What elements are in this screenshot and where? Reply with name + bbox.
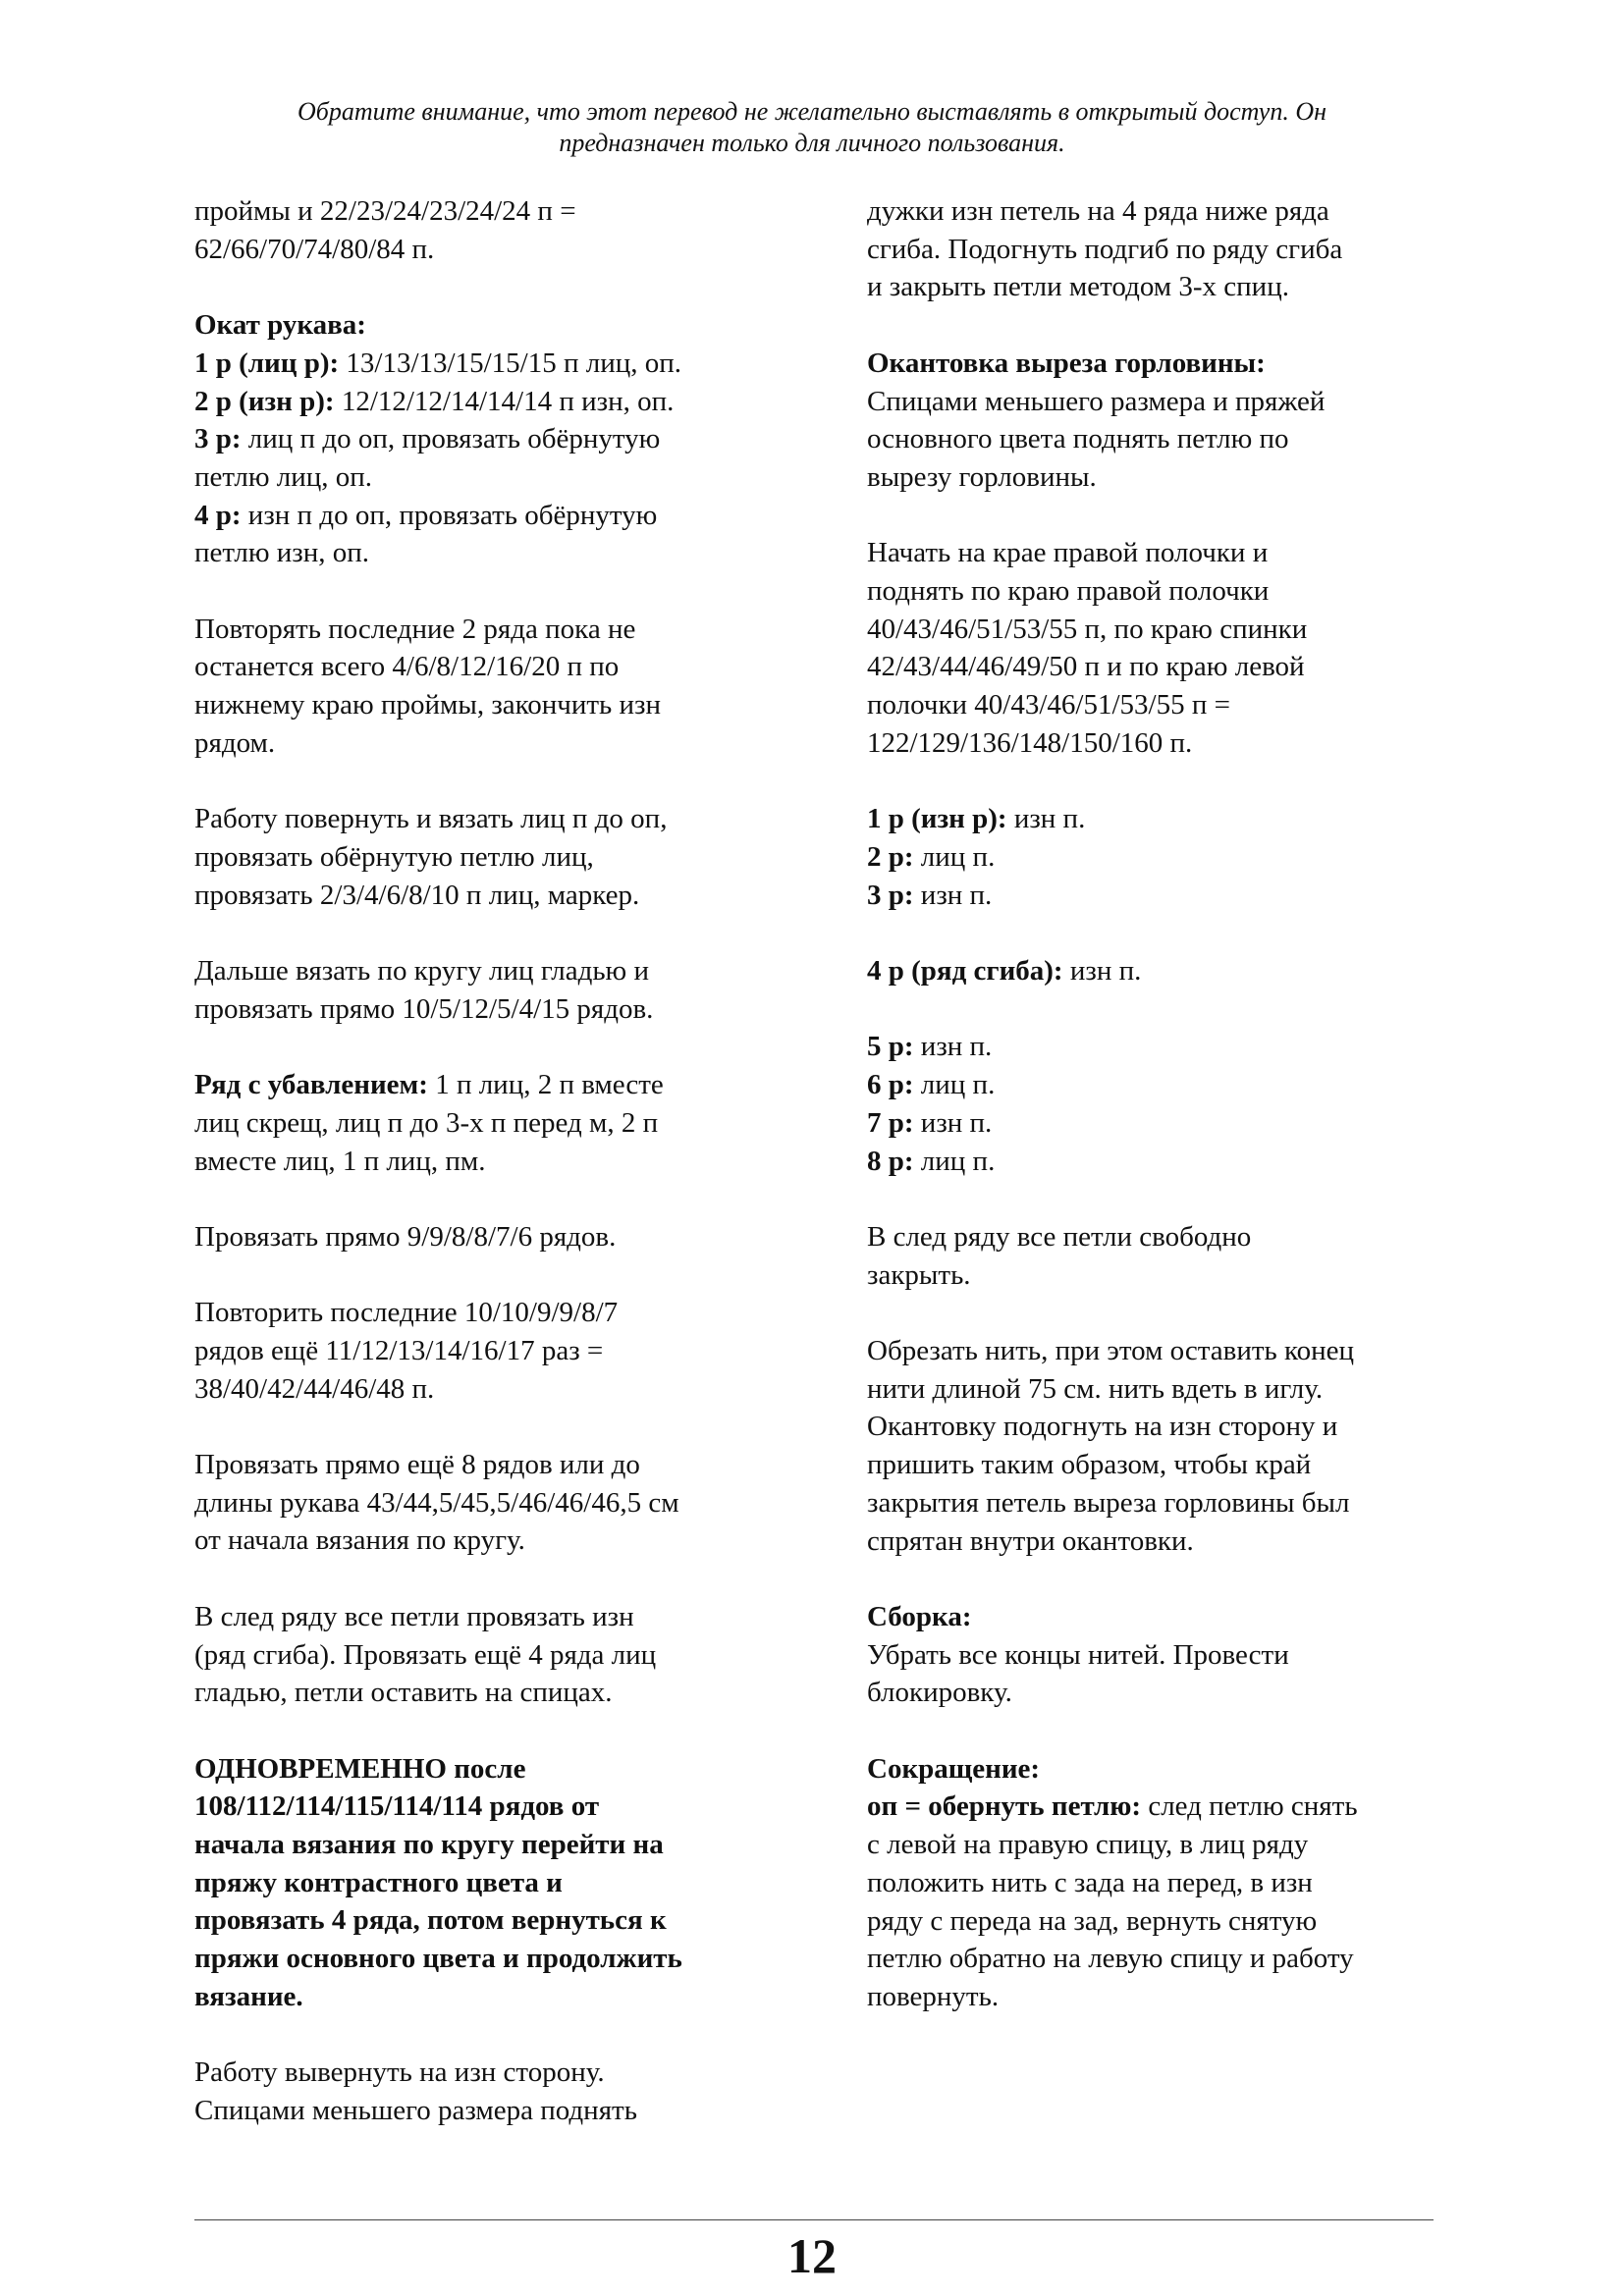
text-line: блокировку. — [867, 1677, 1012, 1709]
fold-row-paragraph — [194, 1598, 784, 1712]
turn-work-paragraph — [194, 800, 784, 914]
text-line: рядов ещё 11/12/13/14/16/17 раз = — [194, 1334, 604, 1366]
text-line: проймы и 22/23/24/23/24/24 п = — [194, 195, 576, 227]
abbreviation-line — [867, 1788, 1456, 1826]
text-line: провязать 2/3/4/6/8/10 п лиц, маркер. — [194, 879, 640, 911]
text-line: провязать 4 ряда, потом вернуться к — [194, 1904, 667, 1937]
sleeve-cap-section — [194, 306, 784, 572]
row-text: 13/13/13/15/15/15 п лиц, оп. — [339, 347, 682, 379]
rows-5-8 — [867, 1028, 1456, 1180]
assembly-section — [867, 1598, 1456, 1712]
text-line: 42/43/44/46/49/50 п и по краю левой — [867, 651, 1305, 683]
text-line: 62/66/70/74/80/84 п. — [194, 233, 435, 265]
footer-divider — [194, 2219, 1434, 2220]
text-line: пряжи основного цвета и продолжить — [194, 1943, 682, 1975]
abbreviations-section — [867, 1750, 1456, 2016]
text-line: сгиба. Подогнуть подгиб по ряду сгиба — [867, 233, 1343, 265]
start-edge-paragraph — [867, 534, 1456, 762]
row-text: лиц п до оп, провязать обёрнутую — [241, 423, 661, 455]
decrease-row-paragraph — [194, 1066, 784, 1180]
row-label: 6 р: — [867, 1069, 914, 1101]
row-4 — [194, 497, 784, 535]
text-line: поднять по краю правой полочки — [867, 575, 1270, 607]
text-line: лиц скрещ, лиц п до 3-х п перед м, 2 п — [194, 1106, 659, 1139]
text-line: 122/129/136/148/150/160 п. — [867, 726, 1193, 759]
text-line: 108/112/114/115/114/114 рядов от — [194, 1790, 600, 1823]
row-text: изн п до оп, провязать обёрнутую — [241, 499, 658, 531]
row-2 — [194, 383, 784, 421]
row-text: 1 п лиц, 2 п вместе — [427, 1069, 664, 1101]
loops-continue-paragraph — [867, 192, 1456, 306]
text-line: Провязать прямо 9/9/8/8/7/6 рядов. — [194, 1220, 617, 1253]
text-line: Повторить последние 10/10/9/9/8/7 — [194, 1297, 619, 1329]
text-line: закрытия петель выреза горловины был — [867, 1486, 1350, 1519]
row-4 — [867, 952, 1456, 990]
text-line: Повторять последние 2 ряда пока не — [194, 613, 636, 645]
row-label: 5 р: — [867, 1031, 914, 1063]
row-label: 3 р: — [194, 423, 242, 455]
turn-inside-paragraph — [194, 2054, 784, 2129]
text-line: вязание. — [194, 1980, 303, 2012]
neck-edging-section — [867, 345, 1456, 497]
rows-1-3 — [867, 800, 1456, 914]
row-text: 12/12/12/14/14/14 п изн, оп. — [334, 385, 675, 417]
text-line: Обрезать нить, при этом оставить конец — [867, 1334, 1355, 1366]
text-line: гладью, петли оставить на спицах. — [194, 1677, 613, 1709]
text-line: 40/43/46/51/53/55 п, по краю спинки — [867, 613, 1308, 645]
row-label: Ряд с убавлением: — [194, 1069, 428, 1101]
text-line: и закрыть петли методом 3-х спиц. — [867, 271, 1289, 303]
text-line: провязать прямо 10/5/12/5/4/15 рядов. — [194, 992, 654, 1025]
text-line: длины рукава 43/44,5/45,5/46/46/46,5 см — [194, 1486, 679, 1519]
simultaneously-paragraph — [194, 1750, 784, 2016]
row-label: 2 р (изн р): — [194, 385, 335, 417]
row-1 — [867, 800, 1456, 838]
text-line: нити длиной 75 см. нить вдеть в иглу. — [867, 1372, 1324, 1405]
text-line: останется всего 4/6/8/12/16/20 п по — [194, 651, 620, 683]
row-label: 4 р: — [194, 499, 242, 531]
text-line: Провязать прямо ещё 8 рядов или до — [194, 1449, 640, 1481]
text-line: с левой на правую спицу, в лиц ряду — [867, 1829, 1309, 1861]
text-line: вырезу горловины. — [867, 460, 1097, 493]
text-line: провязать обёрнутую петлю лиц, — [194, 840, 594, 873]
straight-rows-paragraph — [194, 1218, 784, 1256]
text-line: Работу вывернуть на изн сторону. — [194, 2056, 605, 2089]
bind-off-paragraph — [867, 1218, 1456, 1294]
repeat-last-paragraph — [194, 1294, 784, 1408]
text-line: В след ряду все петли свободно — [867, 1220, 1252, 1253]
row-text: изн п. — [1006, 803, 1086, 835]
text-line: Спицами меньшего размера поднять — [194, 2094, 637, 2126]
left-column — [194, 192, 784, 2130]
page-number: 12 — [787, 2228, 837, 2283]
text-line: петлю лиц, оп. — [194, 460, 373, 493]
text-line: от начала вязания по кругу. — [194, 1524, 525, 1557]
row-label: 1 р (изн р): — [867, 803, 1007, 835]
text-line: Убрать все концы нитей. Провести — [867, 1638, 1289, 1671]
header-notice — [196, 96, 1428, 159]
intro-paragraph — [194, 192, 784, 268]
row-8 — [867, 1143, 1456, 1181]
text-line: пряжу контрастного цвета и — [194, 1866, 563, 1898]
row-text: изн п. — [913, 879, 993, 911]
row-text: лиц п. — [913, 1145, 996, 1177]
in-round-paragraph — [194, 952, 784, 1028]
row-label: 3 р: — [867, 879, 914, 911]
text-line: полочки 40/43/46/51/53/55 п = — [867, 689, 1230, 721]
repeat-rows-paragraph — [194, 611, 784, 763]
sleeve-cap-title: Окат рукава: — [194, 309, 366, 342]
text-line: начала вязания по кругу перейти на — [194, 1829, 664, 1861]
text-line: вместе лиц, 1 п лиц, пм. — [194, 1145, 486, 1177]
row-2 — [867, 838, 1456, 877]
text-line: нижнему краю проймы, закончить изн — [194, 689, 662, 721]
row-6 — [867, 1066, 1456, 1104]
abbreviation-text: след петлю снять — [1141, 1790, 1358, 1823]
row-1 — [194, 345, 784, 383]
text-line: В след ряду все петли провязать изн — [194, 1600, 634, 1632]
decrease-row-line — [194, 1066, 784, 1104]
row-4-fold — [867, 952, 1456, 990]
text-line: 38/40/42/44/46/48 п. — [194, 1372, 435, 1405]
text-line: положить нить с зада на перед, в изн — [867, 1866, 1313, 1898]
text-line: пришить таким образом, чтобы край — [867, 1449, 1312, 1481]
row-label: 2 р: — [867, 840, 914, 873]
cut-yarn-paragraph — [867, 1332, 1456, 1560]
text-line: Начать на крае правой полочки и — [867, 537, 1269, 569]
straight-more-paragraph — [194, 1446, 784, 1560]
neck-edging-title: Окантовка выреза горловины: — [867, 347, 1266, 379]
row-text: изн п. — [1062, 955, 1142, 987]
right-column — [867, 192, 1456, 2016]
text-line: основного цвета поднять петлю по — [867, 423, 1289, 455]
row-label: 8 р: — [867, 1145, 914, 1177]
text-line: Спицами меньшего размера и пряжей — [867, 385, 1326, 417]
row-3 — [867, 877, 1456, 915]
text-line: закрыть. — [867, 1258, 971, 1291]
text-line: спрятан внутри окантовки. — [867, 1524, 1194, 1557]
row-3 — [194, 420, 784, 458]
row-text: лиц п. — [913, 840, 996, 873]
abbreviation-label: оп = обернуть петлю: — [867, 1790, 1142, 1823]
abbreviations-title: Сокращение: — [867, 1752, 1041, 1785]
text-line: повернуть. — [867, 1980, 1000, 2012]
row-label: 4 р (ряд сгиба): — [867, 955, 1063, 987]
text-line: дужки изн петель на 4 ряда ниже ряда — [867, 195, 1329, 227]
row-7 — [867, 1104, 1456, 1143]
text-line: ряду с переда на зад, вернуть снятую — [867, 1904, 1318, 1937]
row-label: 1 р (лиц р): — [194, 347, 340, 379]
row-label: 7 р: — [867, 1106, 914, 1139]
text-line: Дальше вязать по кругу лиц гладью и — [194, 955, 649, 987]
text-line: Окантовку подогнуть на изн сторону и — [867, 1411, 1338, 1443]
text-line: петлю изн, оп. — [194, 537, 369, 569]
text-line: (ряд сгиба). Провязать ещё 4 ряда лиц — [194, 1638, 657, 1671]
text-line: Работу повернуть и вязать лиц п до оп, — [194, 803, 668, 835]
notice-line-1: Обратите внимание, что этот перевод не желательно выставлять в открытый доступ. Он — [297, 97, 1326, 126]
assembly-title: Сборка: — [867, 1600, 972, 1632]
text-line: ОДНОВРЕМЕННО после — [194, 1752, 526, 1785]
row-text: изн п. — [913, 1106, 993, 1139]
notice-line-2: предназначен только для личного пользования. — [559, 129, 1065, 157]
row-text: изн п. — [913, 1031, 993, 1063]
text-line: петлю обратно на левую спицу и работу — [867, 1943, 1354, 1975]
row-5 — [867, 1028, 1456, 1066]
row-text: лиц п. — [913, 1069, 996, 1101]
text-line: рядом. — [194, 726, 276, 759]
